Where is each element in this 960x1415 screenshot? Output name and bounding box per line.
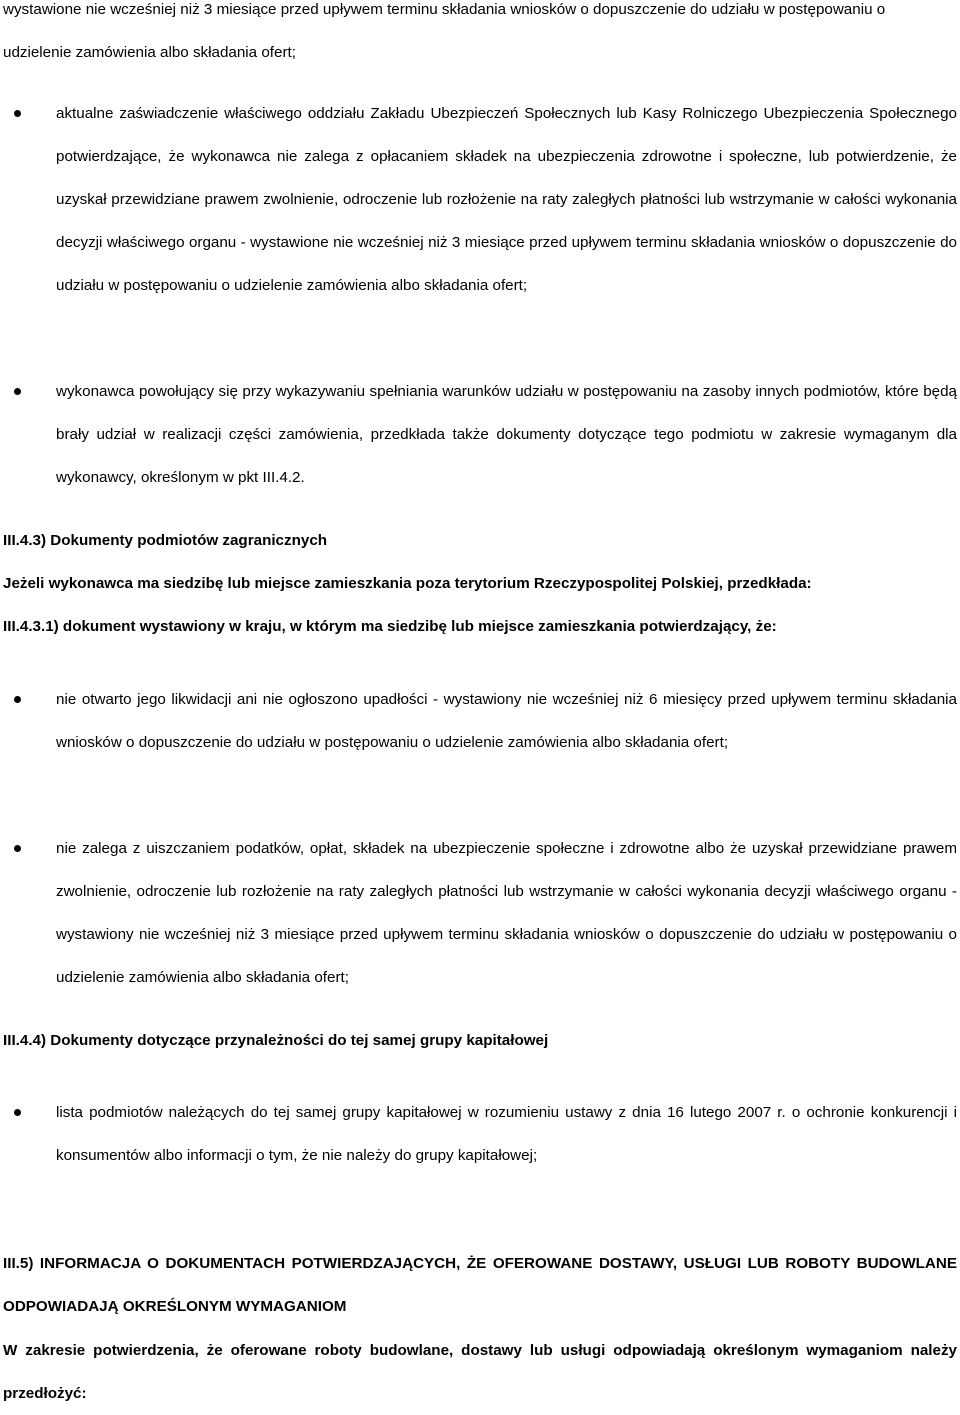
section-heading-433: III.4.3) Dokumenty podmiotów zagranicznych — [3, 532, 328, 549]
bullet-icon — [14, 1109, 21, 1116]
section-heading-35: III.5) INFORMACJA O DOKUMENTACH POTWIERDZAJĄCYCH, ŻE OFEROWANE DOSTAWY, USŁUGI LUB ROBOTY BUDOWLANE ODPOWIADAJĄ OKREŚLONYM WYMAGANIOM — [3, 1255, 957, 1315]
bullet-icon — [14, 388, 21, 395]
list-item-third-party-resources: wykonawca powołujący się przy wykazywaniu spełniania warunków udziału w postępowaniu na zasoby innych podmiotów, które będą brały udział w realizacji części zamówienia, przedkłada także dokumenty dotyczące tego podmiotu w zakresie wymaganym dla wykonawcy, określonym w pkt III.4.2. — [56, 383, 957, 486]
bullet-icon — [14, 845, 21, 852]
section-35-paragraph: W zakresie potwierdzenia, że oferowane roboty budowlane, dostawy lub usługi odpowiadają określonym wymaganiom należy przedłożyć: — [3, 1342, 957, 1402]
section-heading-434: III.4.4) Dokumenty dotyczące przynależności do tej samej grupy kapitałowej — [3, 1032, 549, 1049]
bullet-icon — [14, 110, 21, 117]
list-item-no-liquidation: nie otwarto jego likwidacji ani nie ogłoszono upadłości - wystawiony nie wcześniej niż 6 miesięcy przed upływem terminu składania wniosków o dopuszczenie do udziału w postępowaniu o udzielenie zamówienia albo składania ofert; — [56, 691, 957, 751]
list-item-capital-group: lista podmiotów należących do tej samej grupy kapitałowej w rozumieniu ustawy z dnia 16 lutego 2007 r. o ochronie konkurencji i konsumentów albo informacji o tym, że nie należy do grupy kapitałowej; — [56, 1104, 957, 1164]
list-item-zus-certificate: aktualne zaświadczenie właściwego oddziału Zakładu Ubezpieczeń Społecznych lub Kasy Rolniczego Ubezpieczenia Społecznego potwierdzające, że wykonawca nie zalega z opłacaniem składek na ubezpieczenia zdrowotne i społeczne, lub potwierdzenie, że uzyskał przewidziane prawem zwolnienie, odroczenie lub rozłożenie na raty zaległych płatności lub wstrzymanie w całości wykonania decyzji właściwego organu - wystawione nie wcześniej niż 3 miesiące przed upływem terminu składania wniosków o dopuszczenie do udziału w postępowaniu o udzielenie zamówienia albo składania ofert; — [56, 105, 957, 294]
continuation-paragraph: wystawione nie wcześniej niż 3 miesiące przed upływem terminu składania wniosków o dopuszczenie do udziału w postępowaniu o udzielenie zamówienia albo składania ofert; — [3, 1, 886, 61]
bullet-icon — [14, 696, 21, 703]
section-heading-4331: III.4.3.1) dokument wystawiony w kraju, w którym ma siedzibę lub miejsce zamieszkania potwierdzający, że: — [3, 618, 777, 635]
foreign-entity-intro: Jeżeli wykonawca ma siedzibę lub miejsce zamieszkania poza terytorium Rzeczypospolitej Polskiej, przedkłada: — [3, 575, 812, 592]
list-item-no-tax-arrears: nie zalega z uiszczaniem podatków, opłat, składek na ubezpieczenie społeczne i zdrowotne albo że uzyskał przewidziane prawem zwolnienie, odroczenie lub rozłożenie na raty zaległych płatności lub wstrzymanie w całości wykonania decyzji właściwego organu - wystawiony nie wcześniej niż 3 miesiące przed upływem terminu składania wniosków o dopuszczenie do udziału w postępowaniu o udzielenie zamówienia albo składania ofert; — [56, 840, 957, 986]
